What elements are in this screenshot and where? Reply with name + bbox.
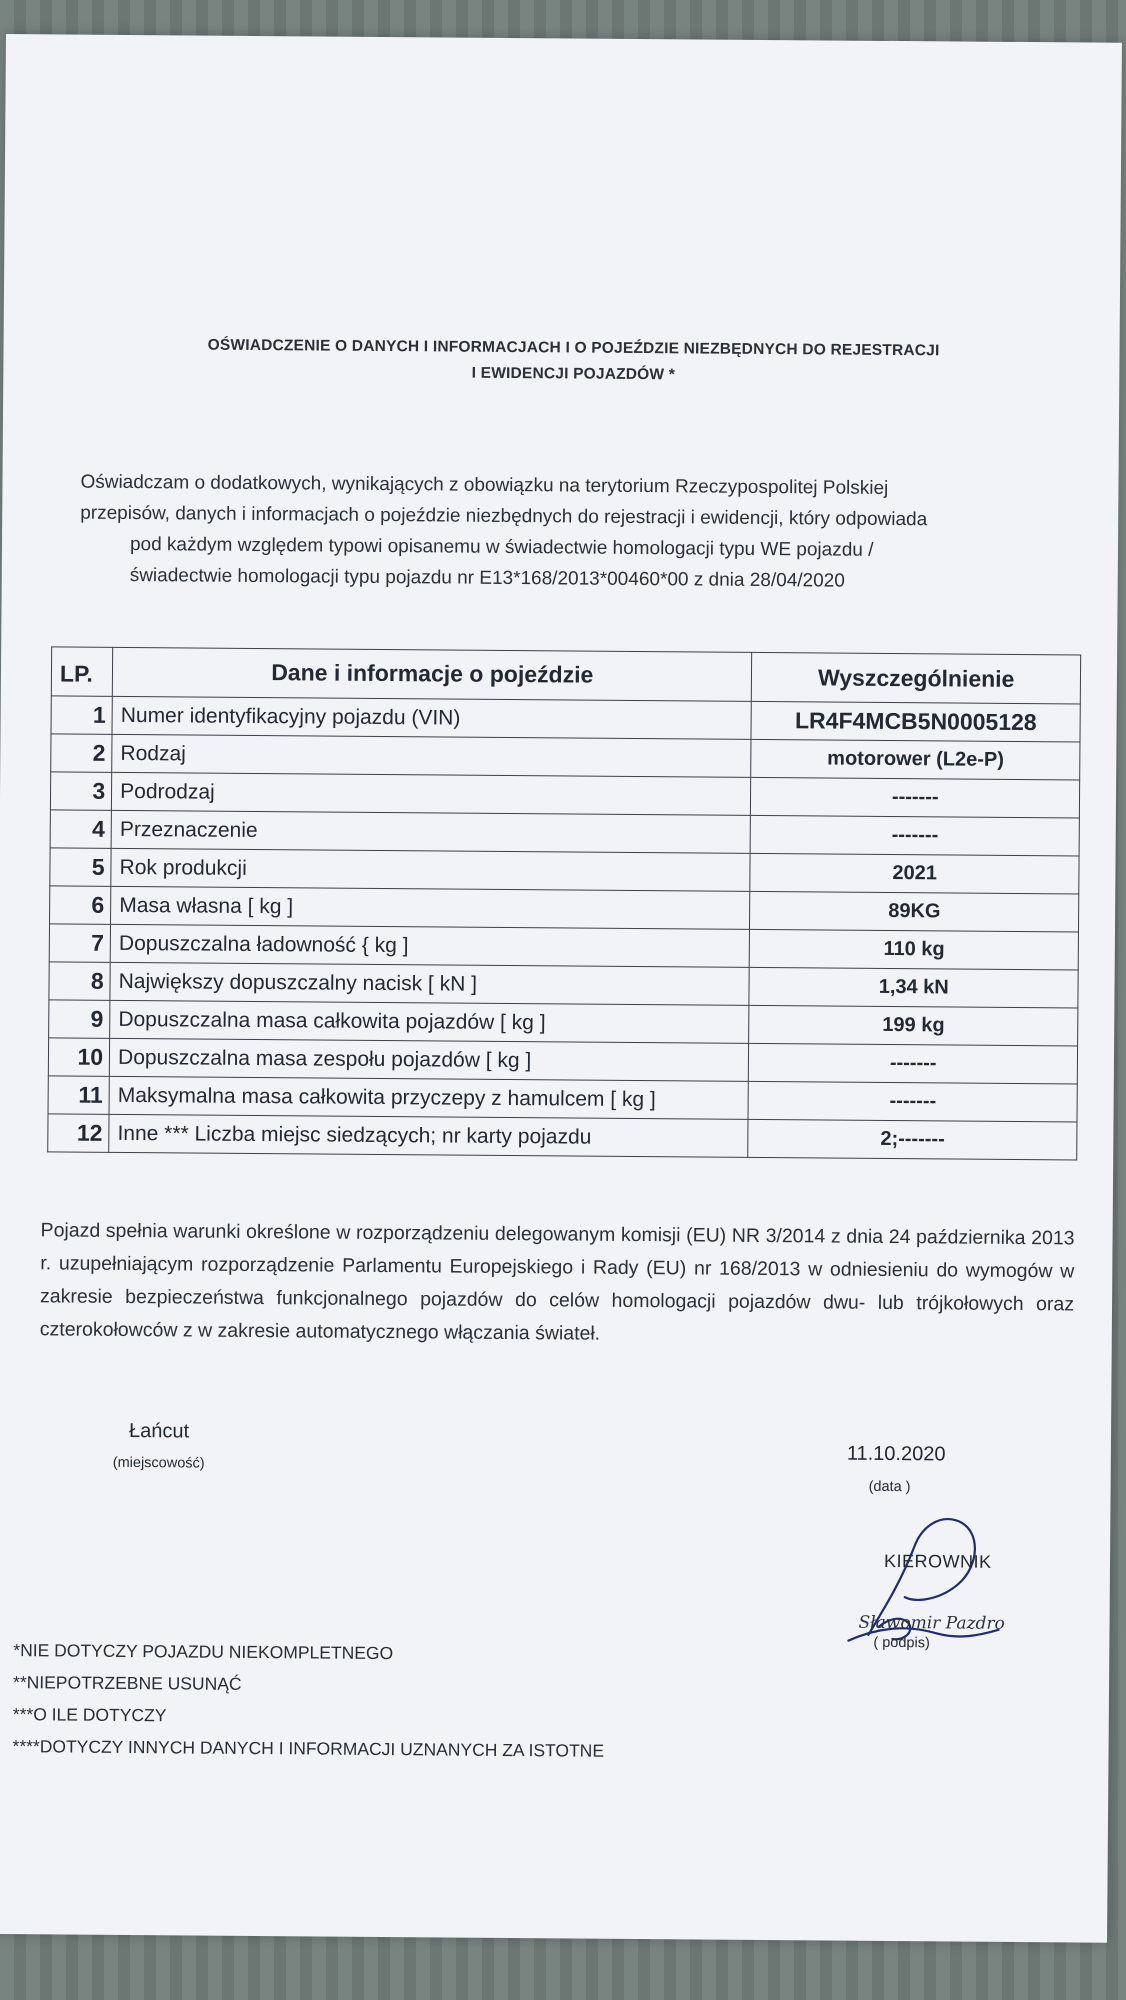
row-value: -------	[751, 815, 1080, 856]
row-number: 9	[49, 1000, 110, 1038]
row-value: 1,34 kN	[749, 967, 1078, 1008]
row-description: Masa własna [ kg ]	[111, 886, 751, 929]
footnotes	[12, 1634, 604, 1767]
place-value: Łańcut	[128, 1420, 190, 1443]
row-value: 89KG	[750, 891, 1079, 932]
document-title	[93, 332, 1053, 392]
row-number: 11	[48, 1076, 109, 1114]
row-number: 12	[48, 1114, 109, 1152]
row-description: Rok produkcji	[111, 848, 751, 891]
signature-title: KIEROWNIK	[883, 1550, 992, 1572]
row-number: 3	[50, 772, 111, 810]
row-number: 2	[51, 734, 112, 772]
intro-line-4: świadectwie homologacji typu pojazdu nr E13*168/2013*00460*00 z dnia 28/04/2020	[129, 564, 845, 592]
row-description: Dopuszczalna masa zespołu pojazdów [ kg ]	[109, 1038, 749, 1081]
header-lp: LP.	[51, 647, 113, 696]
vehicle-data-table	[47, 646, 1081, 1160]
row-number: 10	[48, 1038, 109, 1076]
document-page	[0, 34, 1122, 1943]
date-value: 11.10.2020	[846, 1442, 946, 1466]
row-value: 2;-------	[748, 1119, 1077, 1160]
row-number: 4	[50, 810, 111, 848]
row-value: motorower (L2e-P)	[751, 739, 1080, 780]
row-value: LR4F4MCB5N0005128	[751, 701, 1080, 742]
footnote: ****DOTYCZY INNYCH DANYCH I INFORMACJI UZNANYCH ZA ISTOTNE	[12, 1736, 605, 1761]
row-description: Numer identyfikacyjny pojazdu (VIN)	[112, 696, 752, 739]
row-value: 2021	[750, 853, 1079, 894]
row-number: 6	[50, 886, 111, 924]
header-description: Dane i informacje o pojeździe	[112, 647, 752, 701]
place-label: (miejscowość)	[112, 1454, 205, 1472]
signature-label: ( podpis)	[873, 1634, 930, 1652]
row-description: Przeznaczenie	[111, 810, 751, 853]
footnote: ***O ILE DOTYCZY	[12, 1704, 167, 1726]
row-description: Dopuszczalna masa całkowita pojazdów [ kg ]	[110, 1000, 750, 1043]
row-value: -------	[749, 1043, 1078, 1084]
footnote: *NIE DOTYCZY POJAZDU NIEKOMPLETNEGO	[13, 1640, 394, 1664]
intro-line-1: Oświadczam o dodatkowych, wynikających z obowiązku na terytorium Rzeczypospolitej Polskiej	[80, 471, 889, 499]
title-line-1: OŚWIADCZENIE O DANYCH I INFORMACJACH I O POJEŹDZIE NIEZBĘDNYCH DO REJESTRACJI	[207, 336, 940, 360]
row-number: 8	[49, 962, 110, 1000]
intro-paragraph	[80, 467, 1077, 599]
row-description: Największy dopuszczalny nacisk [ kN ]	[110, 962, 750, 1005]
footnote: **NIEPOTRZEBNE USUNĄĆ	[12, 1672, 242, 1694]
row-value: -------	[748, 1081, 1077, 1122]
row-value: 199 kg	[749, 1005, 1078, 1046]
intro-line-3: pod każdym względem typowi opisanemu w świadectwie homologacji typu WE pojazdu /	[129, 533, 874, 561]
header-value: Wyszczególnienie	[752, 652, 1081, 704]
row-number: 7	[49, 924, 110, 962]
row-number: 5	[50, 848, 111, 886]
table-header-row	[51, 647, 1080, 704]
signature-name: Sławomir Pazdro	[858, 1612, 1005, 1634]
title-line-2: I EWIDENCJI POJAZDÓW *	[471, 364, 676, 384]
row-description: Podrodzaj	[112, 772, 752, 815]
row-value: -------	[751, 777, 1080, 818]
date-label: (data )	[868, 1478, 911, 1496]
intro-line-2: przepisów, danych i informacjach o pojeździe niezbędnych do rejestracji i ewidencji, który odpowiada	[80, 502, 928, 531]
compliance-paragraph: Pojazd spełnia warunki określone w rozporządzeniu delegowanym komisji (EU) NR 3/2014 z dnia 24 października 2013 r. uzupełniającym rozporządzenie Parlamentu Europejskiego i Rady (EU) nr 168/2013 w odniesieniu do wymogów w zakresie bezpieczeństwa funkcjonalnego pojazdów do celów homologacji pojazdów dwu- lub trójkołowych oraz czterokołowców z w zakresie automatycznego włączania świateł.	[39, 1219, 1075, 1345]
table-row	[48, 1114, 1077, 1160]
row-value: 110 kg	[750, 929, 1079, 970]
row-description: Dopuszczalna ładowność { kg ]	[110, 924, 750, 967]
row-description: Rodzaj	[112, 734, 752, 777]
row-description: Maksymalna masa całkowita przyczepy z hamulcem [ kg ]	[109, 1076, 749, 1119]
row-number: 1	[51, 696, 112, 734]
row-description: Inne *** Liczba miejsc siedzących; nr karty pojazdu	[109, 1114, 749, 1157]
